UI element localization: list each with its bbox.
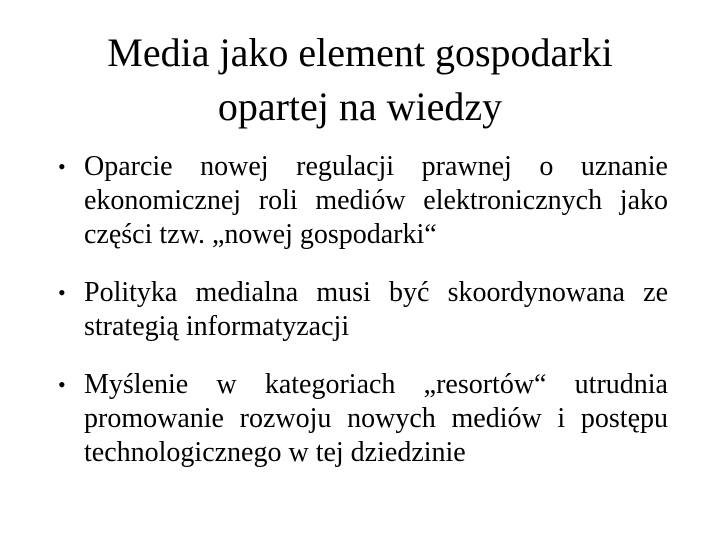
bullet-text: Oparcie nowej regulacji prawnej o uznanie ekonomicznej roli mediów elektronicznych jako części tzw. „nowej gospodarki“ bbox=[84, 151, 668, 250]
slide-title: Media jako element gospodarki opartej na wiedzy bbox=[107, 30, 613, 129]
bullet-item bbox=[56, 276, 668, 344]
bullet-text: Polityka medialna musi być skoordynowana ze strategią informatyzacji bbox=[84, 277, 668, 342]
bullet-dot-icon: • bbox=[58, 154, 66, 179]
bullet-text: Myślenie w kategoriach „resortów“ utrudnia promowanie rozwoju nowych mediów i postępu technologicznego w tej dziedzinie bbox=[84, 369, 668, 468]
bullet-item bbox=[56, 368, 668, 470]
bullet-dot-icon: • bbox=[58, 372, 66, 397]
bullet-list bbox=[56, 150, 668, 494]
bullet-dot-icon: • bbox=[58, 280, 66, 305]
bullet-item bbox=[56, 150, 668, 252]
